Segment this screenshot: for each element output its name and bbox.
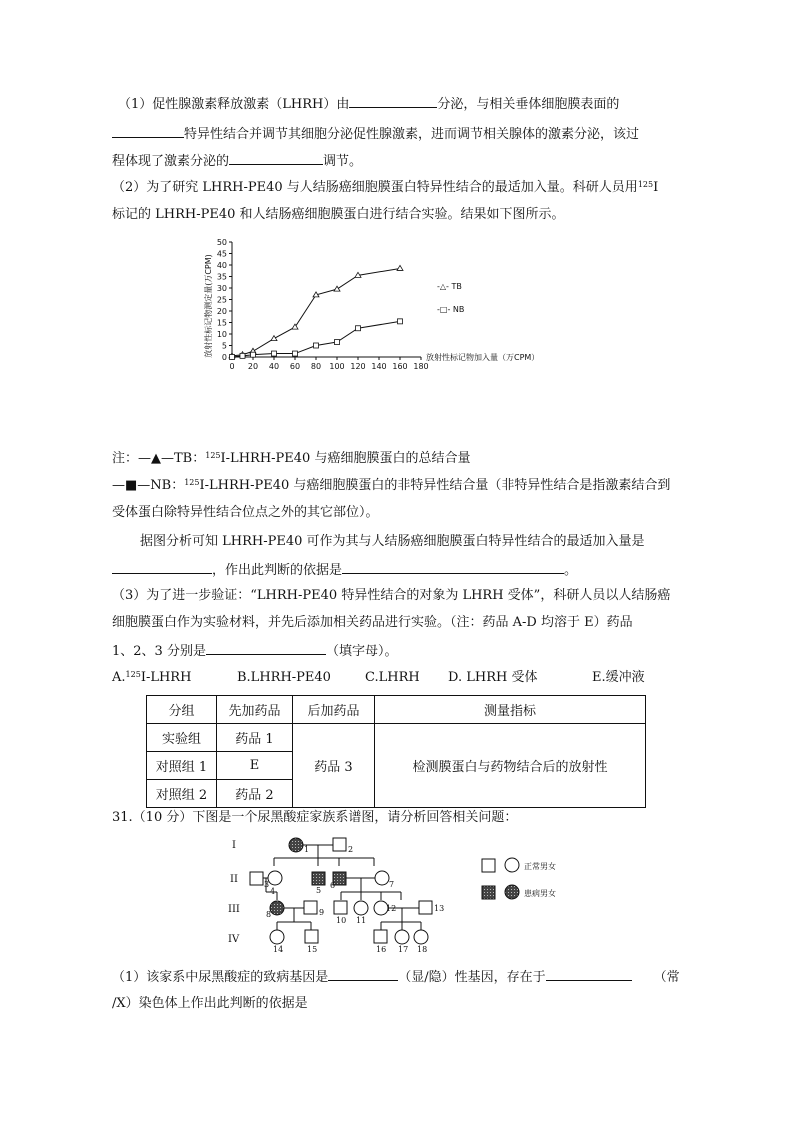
- q1-text-c: 特异性结合并调节其细胞分泌促性腺激素，进而调节相关腺体的激素分泌，该过: [184, 127, 640, 142]
- data-point-tb: [271, 336, 277, 341]
- q3-line-2: [112, 613, 633, 633]
- q2-analysis-b: ，作出此判断的依据是: [212, 563, 343, 578]
- individual-number: 7: [389, 880, 395, 889]
- answer-blank-5[interactable]: [342, 559, 564, 574]
- y-tick-label: 10: [216, 330, 227, 339]
- note-nb: [112, 476, 670, 496]
- q2-intro-2: 标记的 LHRH-PE40 和人结肠癌细胞膜蛋白进行结合实验。结果如下图所示。: [112, 207, 565, 222]
- table-header: 分组: [147, 696, 217, 724]
- x-tick-label: 0: [229, 362, 235, 371]
- q31-title-text: 31.（10 分）下图是一个尿黑酸症家族系谱图，请分析回答相关问题：: [112, 810, 518, 825]
- pedigree-chart: [226, 832, 586, 956]
- individual-number: 13: [434, 904, 445, 913]
- individual-number: 10: [336, 916, 347, 925]
- normal-female: [270, 930, 284, 944]
- option-a: [112, 668, 191, 688]
- data-point-nb: [398, 319, 403, 324]
- option-a-label: A.: [112, 670, 126, 685]
- table-cell: 实验组: [147, 724, 217, 752]
- individual-number: 11: [356, 916, 367, 925]
- table-cell: 药品 1: [217, 724, 293, 752]
- isotope-element: I: [653, 180, 659, 195]
- y-tick-label: 30: [216, 284, 227, 293]
- answer-blank-6[interactable]: [206, 640, 326, 655]
- answer-blank-4[interactable]: [112, 559, 212, 574]
- legend-normal-female: [505, 858, 519, 872]
- isotope-sup: 125: [184, 478, 200, 487]
- normal-male: [305, 930, 318, 943]
- x-tick-label: 60: [289, 362, 301, 371]
- q3-text-b: （填字母）。: [325, 644, 398, 659]
- individual-number: 18: [417, 945, 428, 954]
- table-header: 先加药品: [217, 696, 293, 724]
- normal-female: [375, 871, 389, 885]
- y-tick-label: 40: [216, 261, 227, 270]
- answer-blank-1[interactable]: [349, 93, 437, 108]
- x-tick-label: 100: [329, 362, 345, 371]
- normal-male: [374, 930, 387, 943]
- data-point-nb: [314, 343, 319, 348]
- q31-sub1-d: /X）染色体上作出此判断的依据是: [112, 996, 308, 1011]
- individual-number: 8: [266, 910, 272, 919]
- q3-text-a: 1、2、3 分别是: [112, 644, 206, 659]
- individual-number: 14: [273, 945, 284, 954]
- experiment-table: [146, 695, 646, 808]
- option-b-text: B.LHRH-PE40: [237, 670, 331, 685]
- answer-blank-8[interactable]: [546, 966, 632, 981]
- q2-intro: （2）为了研究 LHRH-PE40 与人结肠癌细胞膜蛋白特异性结合的最适加入量。科研人员用: [112, 180, 638, 195]
- q1-line-2: [112, 123, 639, 145]
- normal-female: [268, 871, 282, 885]
- series-line-nb: [232, 321, 400, 357]
- individual-number: 2: [348, 845, 354, 854]
- individual-number: 4: [270, 887, 276, 896]
- affected-male: [312, 872, 325, 885]
- individual-number: 5: [316, 886, 322, 895]
- normal-male: [334, 901, 347, 914]
- normal-male: [333, 838, 346, 851]
- normal-male: [304, 901, 317, 914]
- legend-affected-female: [505, 885, 519, 899]
- note-tb-mark: —▲—TB：: [138, 451, 206, 466]
- q31-sub1: [112, 966, 680, 988]
- q2-analysis-line-2: [112, 559, 577, 581]
- q2-line-2: [112, 205, 565, 225]
- individual-number: 6: [330, 881, 336, 890]
- x-tick-label: 40: [268, 362, 280, 371]
- x-tick-label: 120: [350, 362, 366, 371]
- q31-sub1-a: （1）该家系中尿黑酸症的致病基因是: [112, 970, 329, 985]
- q1-line-1: [118, 93, 619, 115]
- table-cell-merged-measure: 检测膜蛋白与药物结合后的放射性: [375, 724, 646, 808]
- note-tb: [112, 449, 470, 469]
- generation-label: I: [232, 840, 236, 851]
- option-c-text: C.LHRH: [365, 670, 420, 685]
- table-header: 后加药品: [293, 696, 375, 724]
- y-tick-label: 35: [216, 272, 227, 282]
- individual-number: 16: [376, 945, 387, 954]
- individual-number: 3: [264, 880, 270, 889]
- legend-nb: -□- NB: [437, 305, 465, 314]
- y-tick-label: 15: [216, 318, 227, 328]
- affected-female: [270, 901, 284, 915]
- data-point-nb: [251, 352, 256, 357]
- note-nb-text-2: 受体蛋白除特异性结合位点之外的其它部位）。: [112, 505, 379, 520]
- legend-affected-label: 患病男女: [524, 889, 556, 898]
- q1-text-a: （1）促性腺激素释放激素（LHRH）由: [118, 97, 350, 112]
- note-tb-text: I-LHRH-PE40 与癌细胞膜蛋白的总结合量: [220, 451, 471, 466]
- x-tick-label: 20: [247, 362, 259, 371]
- q2-analysis-text: 据图分析可知 LHRH-PE40 可作为其与人结肠癌细胞膜蛋白特异性结合的最适加入量是: [140, 534, 645, 549]
- normal-female: [414, 930, 428, 944]
- x-tick-label: 80: [310, 362, 322, 371]
- table-cell: 对照组 2: [147, 780, 217, 808]
- option-e-text: E.缓冲液: [592, 670, 645, 685]
- individual-number: 12: [386, 904, 397, 913]
- data-point-nb: [293, 351, 298, 356]
- y-axis-label: 放射性标记物测定量(万CPM): [204, 254, 213, 358]
- q2-line-1: [112, 178, 658, 198]
- answer-blank-7[interactable]: [328, 966, 398, 981]
- note-nb-mark: —■—NB：: [112, 478, 185, 493]
- table-cell: E: [217, 752, 293, 780]
- data-point-tb: [292, 324, 298, 329]
- y-tick-label: 45: [216, 249, 227, 259]
- x-axis-label: 放射性标记物加入量（万CPM）: [426, 353, 540, 362]
- normal-male: [419, 901, 432, 914]
- isotope-sup: 125: [637, 180, 654, 189]
- legend-normal-male: [482, 859, 495, 872]
- q31-sub1-line-2: [112, 994, 308, 1014]
- q31-sub1-c: （常: [653, 970, 680, 985]
- isotope-sup: 125: [125, 670, 141, 679]
- legend-tb: -△- TB: [437, 282, 462, 291]
- q1-line-3: [112, 150, 362, 172]
- q31-title: [112, 808, 517, 828]
- table-header-row: [147, 696, 646, 724]
- data-point-nb: [335, 340, 340, 345]
- y-tick-label: 20: [216, 307, 227, 316]
- binding-chart: [200, 236, 590, 376]
- data-point-nb: [240, 353, 245, 358]
- note-nb-cont: [112, 503, 379, 523]
- x-tick-label: 160: [392, 362, 408, 371]
- table-cell: 药品 2: [217, 780, 293, 808]
- note-nb-text: I-LHRH-PE40 与癌细胞膜蛋白的非特异性结合量（非特异性结合是指激素结合到: [199, 478, 671, 493]
- y-tick-label: 5: [221, 341, 227, 351]
- option-a-text: I-LHRH: [140, 670, 192, 685]
- normal-male: [250, 872, 263, 885]
- option-d-text: D. LHRH 受体: [448, 670, 538, 685]
- data-point-nb: [356, 326, 361, 331]
- data-point-tb: [334, 286, 340, 291]
- y-tick-label: 25: [216, 295, 227, 305]
- data-point-tb: [397, 265, 403, 270]
- normal-female: [395, 930, 409, 944]
- q2-analysis-end: 。: [564, 563, 578, 578]
- y-tick-label: 50: [216, 238, 227, 247]
- q1-text-e: 调节。: [323, 154, 363, 169]
- normal-female: [354, 901, 368, 915]
- q1-text-b: 分泌，与相关垂体细胞膜表面的: [437, 97, 620, 112]
- q3-intro-2: 细胞膜蛋白作为实验材料，并先后添加相关药品进行实验。（注：药品 A-D 均溶于 E）药品: [112, 615, 633, 630]
- q2-analysis: [140, 532, 645, 552]
- individual-number: 17: [398, 945, 409, 954]
- isotope-sup: 125: [205, 451, 221, 460]
- answer-blank-3[interactable]: [229, 150, 323, 165]
- option-e: [592, 668, 645, 688]
- x-tick-label: 180: [413, 362, 429, 371]
- table-header: 测量指标: [375, 696, 646, 724]
- individual-number: 1: [304, 845, 310, 854]
- option-b: [237, 668, 331, 688]
- generation-label: IV: [228, 934, 240, 945]
- individual-number: 9: [319, 908, 325, 917]
- answer-blank-2[interactable]: [112, 123, 184, 138]
- legend-affected-male: [482, 886, 495, 899]
- table-cell-merged-after: 药品 3: [293, 724, 375, 808]
- data-point-nb: [272, 351, 277, 356]
- generation-label: II: [230, 874, 238, 885]
- table-row: [147, 724, 646, 752]
- q3-intro: （3）为了进一步验证：“LHRH-PE40 特异性结合的对象为 LHRH 受体”，科研人员以人结肠癌: [112, 588, 671, 603]
- q31-sub1-b: （显/隐）性基因，存在于: [398, 970, 546, 985]
- q1-text-d: 程体现了激素分泌的: [112, 154, 230, 169]
- table-cell: 对照组 1: [147, 752, 217, 780]
- y-tick-label: 0: [221, 353, 227, 362]
- option-d: [448, 668, 537, 688]
- generation-label: III: [228, 904, 240, 915]
- q3-line-1: [112, 586, 670, 606]
- individual-number: 15: [307, 945, 318, 954]
- option-c: [365, 668, 420, 688]
- affected-female: [289, 838, 303, 852]
- note-prefix: 注：: [112, 451, 139, 466]
- x-tick-label: 140: [371, 362, 387, 371]
- data-point-nb: [230, 355, 235, 360]
- q3-line-3: [112, 640, 397, 662]
- legend-normal-label: 正常男女: [524, 862, 556, 871]
